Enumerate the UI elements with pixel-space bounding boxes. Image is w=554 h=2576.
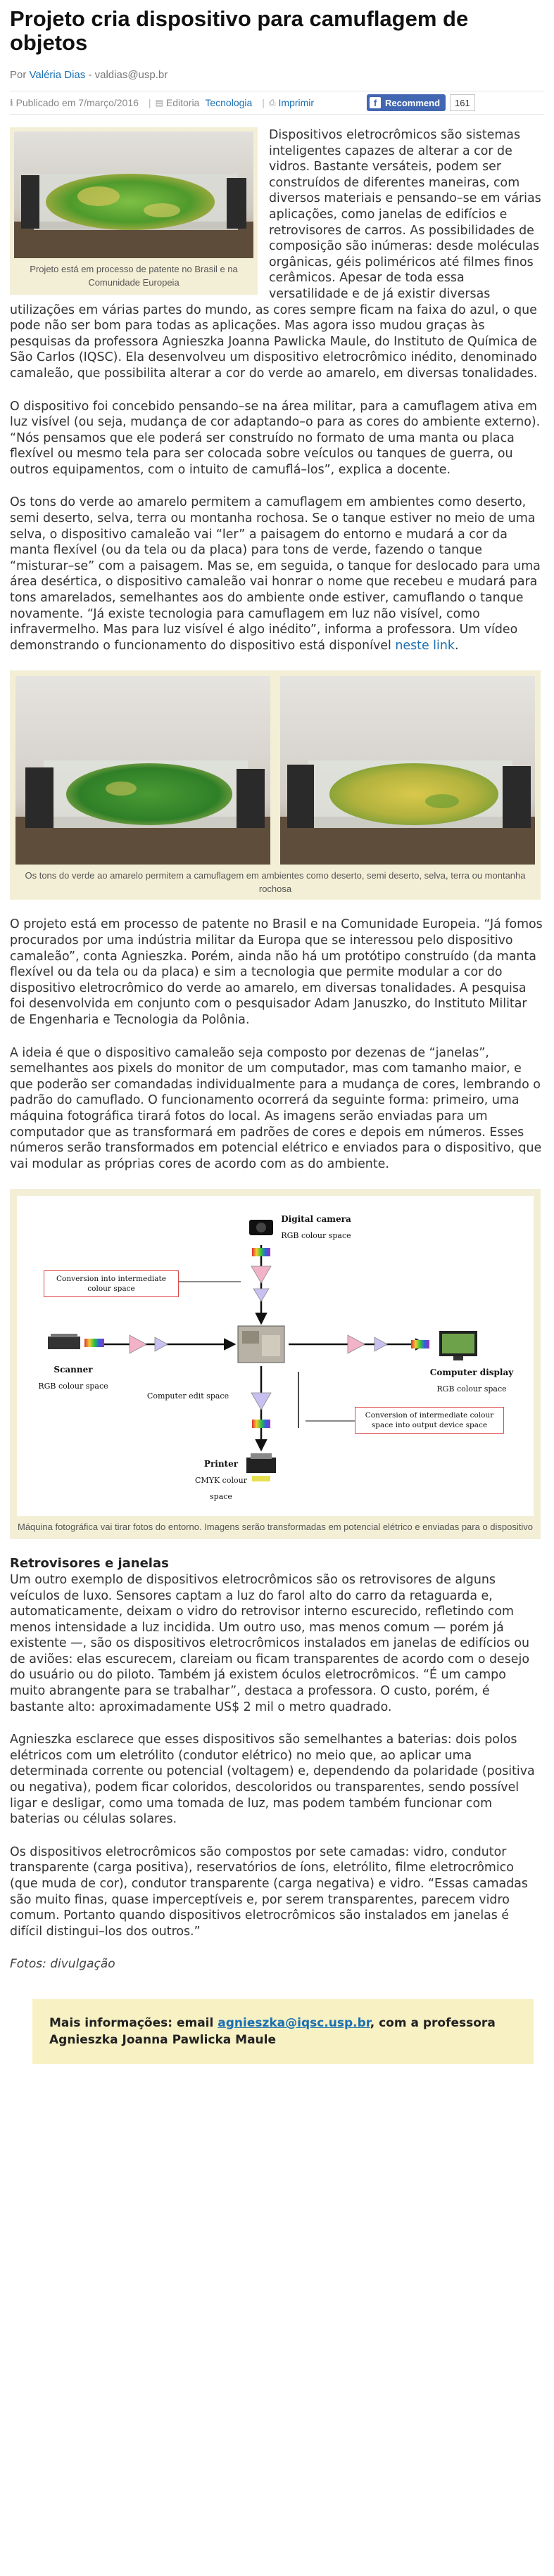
conversion-box-2: Conversion of intermediate colour space into output device space (355, 1407, 504, 1434)
folder-icon: ▤ (155, 98, 163, 108)
figure-color-comparison (10, 670, 541, 900)
more-info-suffix: , com a professora Agnieszka Joanna Pawlicka Maule (49, 2015, 496, 2047)
author-email: valdias@usp.br (94, 69, 168, 81)
print-button[interactable] (269, 97, 314, 108)
printer-cmyk-label: CMYK colour space (195, 1475, 247, 1501)
facebook-recommend-button[interactable] (367, 94, 446, 111)
scanner-title: Scanner (53, 1365, 93, 1375)
printer-title: Printer (203, 1459, 239, 1469)
author-separator: - (85, 69, 95, 81)
digital-camera-label (270, 1211, 362, 1244)
device-illustration (14, 132, 253, 258)
meta-divider: | (148, 97, 151, 108)
section-info (156, 97, 200, 108)
paragraph-patent: O projeto está em processo de patente no Brasil e na Comunidade Europeia. “Já fomos procurados por uma indústria militar da Europa que se interessou pelo dispositivo camaleão”, conta Agnieszka. Porém, ainda não há um protótipo construído (da manta flexível ou da tela ou da placa) e sim a tecnologia que permite modular a cor do dispositivo eletrocrômico do verde ao amarelo, em diversas tonalidades. A pesquisa foi desenvolvida em conjunto com o pesquisador Adam Januszko, do Instituto Militar de Engenharia e Tecnologia da Polônia. (10, 917, 543, 1027)
paragraph-camouflage (10, 495, 544, 653)
figure2-caption: Os tons do verde ao amarelo permitem a camuflagem em ambientes como deserto, semi deserto, selva, terra ou montanha rochosa (25, 870, 526, 895)
computer-display-title: Computer display (429, 1367, 514, 1378)
more-info-prefix: Mais informações: email (49, 2015, 218, 2030)
paragraph-military: O dispositivo foi concebido pensando–se na área militar, para a camuflagem ativa em luz visível (ou seja, mudança de cor adaptando–o para as cores do ambiente externo). “Nós pensamos que ele poderá ser construído no formato de uma manta ou placa flexível ou mesmo tela para ser colocada sobre veículos ou tanques de guerra, ou outros equipamentos, com o intuito de camuflá–los”, explica a docente. (10, 399, 541, 477)
yellow-device-illustration (280, 676, 535, 865)
paragraph-intro: Dispositivos eletrocrômicos são sistemas inteligentes capazes de alterar a cor de vidros. Bastante versáteis, podem ser construídos de diferentes maneiras, com diversos materiais e pensando–se em várias aplicações, como janelas de edifícios e retrovisores de carros. As possibilidades de composição são inúmeras: desde moléculas orgânicas, géis poliméricos até filmes finos cerâmicos. Apesar de toda essa versatilidade e de já existir diversas utilizações em várias partes do mundo, as cores sempre ficam na faixa do azul, o que pode não ser bom para todas as aplicações. Mas agora isso mudou graças às pesquisas da professora Agnieszka Joanna Pawlicka Maule, do Instituto de Química de São Carlos (IQSC). Ela desenvolveu um dispositivo eletrocrômico inédito, denominado camaleão, que possibilita alterar a cor do verde ao amarelo, em diversas tonalidades. (10, 128, 541, 381)
paragraph-camouflage-text: Os tons do verde ao amarelo permitem a camuflagem em ambientes como deserto, semi deserto, selva, terra ou montanha rochosa. Se o tanque estiver no meio de uma selva, o dispositivo camaleão vai “ler” a paisagem do entorno e mudará a cor da manta flexível (ou da tela ou da placa) para tons de verde, fazendo o tanque “misturar–se” com a paisagem. Mas se, em seguida, o tanque for deslocado para uma área desértica, o dispositivo camaleão vai honrar o nome que recebeu e mudará para tons amarelados, semelhantes aos do ambiente onde estiver, camuflando o tanque novamente. “Já existe tecnologia para camuflagem em luz não visível, como infravermelho. Mas para luz visível é algo inédito”, informa a professora. Um vídeo demonstrando o funcionamento do dispositivo está disponível (10, 495, 541, 653)
info-icon: ℹ (10, 98, 13, 108)
author-line (10, 69, 544, 81)
scanner-rgb-label: RGB colour space (38, 1381, 108, 1391)
paragraph-batteries: Agnieszka esclarece que esses dispositivos são semelhantes a baterias: dois polos elétricos com um eletrólito (condutor elétrico) no meio que, ao aplicar uma determinada corrente ou potencial (voltagem) e, dependendo da polaridade (positiva ou negativa), podem ficar coloridos, descoloridos ou transparentes, sendo possível ligar e desligar, como uma tomada de luz, mas podem também funcionar com baterias ou células solares. (10, 1733, 535, 1827)
scanner-label (38, 1362, 108, 1394)
published-date (10, 97, 139, 108)
device-photo (14, 132, 253, 258)
printer-icon: ⎙ (268, 97, 276, 108)
article-meta-bar (10, 91, 544, 115)
section-label: Editoria (165, 97, 200, 108)
digital-camera-title: Digital camera (281, 1214, 351, 1225)
comparison-photos (15, 676, 535, 865)
paragraph-layers: Os dispositivos eletrocrômicos são compostos por sete camadas: vidro, condutor transparente (carga positiva), reservatórios de íons, eletrólito, filme eletrocrômico (que muda de cor), condutor transparente (carga negativa) e vidro. “Essas camadas são muito finas, quase imperceptíveis e, por serem transparentes, parecem vidro comum. Portanto quando dispositivos eletrocrômicos são instalados em janelas é difícil distingui–los dos outros.” (10, 1844, 528, 1939)
paragraph-idea: A ideia é que o dispositivo camaleão seja composto por dezenas de “janelas”, semelhantes aos pixels do monitor de um computador, mas com tamanho maior, e que poderão ser comandadas individualmente para a mudança de cores, lembrando o padrão do camuflado. O funcionamento ocorrerá da seguinte forma: primeiro, uma máquina fotográfica tirará fotos do local. As imagens serão enviadas para um computador que as transformará em padrões de cores e depois em números. Esses números serão transformados em potencial elétrico e enviados para o dispositivo, que vai modular as próprias cores de acordo com as do ambiente. (10, 1045, 542, 1171)
meta-divider: | (262, 97, 265, 108)
printer-label (193, 1456, 249, 1505)
subheading-retrovisores: Retrovisores e janelas (10, 1556, 169, 1571)
paragraph-camouflage-end: . (454, 638, 459, 653)
camera-rgb-label: RGB colour space (281, 1230, 351, 1240)
diagram-graphics (17, 1196, 534, 1516)
device-photo-green (15, 676, 270, 865)
facebook-icon: f (370, 97, 381, 108)
computer-edit-label: Computer edit space (146, 1391, 229, 1401)
computer-display-label (429, 1365, 514, 1397)
facebook-recommend (367, 94, 475, 111)
green-device-illustration (15, 676, 270, 865)
section-link[interactable]: Tecnologia (205, 97, 253, 108)
print-label: Imprimir (278, 97, 315, 108)
author-prefix: Por (10, 69, 27, 81)
author-name-link[interactable]: Valéria Dias (29, 69, 86, 81)
facebook-recommend-label: Recommend (385, 97, 441, 108)
published-label: Publicado em 7/março/2016 (15, 97, 139, 108)
figure-color-diagram (10, 1189, 541, 1539)
article-title: Projeto cria dispositivo para camuflagem de objetos (10, 6, 469, 55)
contact-email-link[interactable]: agnieszka@iqsc.usp.br (218, 2015, 370, 2030)
device-photo-yellow (280, 676, 535, 865)
display-rgb-label: RGB colour space (436, 1384, 507, 1394)
paragraph-retrovisores: Um outro exemplo de dispositivos eletrocrômicos são os retrovisores de alguns veículos de luxo. Sensores captam a luz do farol alto do carro da retaguarda e, automaticamente, deixam o vidro do retrovisor interno escurecido, refletindo com menos intensidade a luz incidida. Um outro uso, mas menos comum — porém já existente —, são os dispositivos eletrocrômicos instalados em janelas de edifícios ou de aviões: elas escurecem, clareiam ou ficam transparentes de acordo com o desejo do usuário ou do piloto. Também já existem óculos eletrocrômicos. “É um campo muito abrangente para se trabalhar”, destaca a professora. O custo, porém, é bastante alto: aproximadamente US$ 2 mil o metro quadrado. (10, 1572, 530, 1714)
figure-device-photo (10, 127, 258, 295)
conversion-box-1: Conversion into intermediate colour space (44, 1270, 179, 1297)
article-body (10, 127, 544, 2064)
video-link[interactable]: neste link (395, 638, 455, 653)
more-info-box (32, 1999, 534, 2064)
color-space-diagram (17, 1196, 534, 1516)
photo-credits: Fotos: divulgação (10, 1957, 115, 1972)
facebook-count: 161 (450, 94, 475, 111)
figure3-caption: Máquina fotográfica vai tirar fotos do entorno. Imagens serão transformadas em potencial elétrico e enviadas para o dispositivo (17, 1522, 533, 1533)
figure1-caption: Projeto está em processo de patente no Brasil e na Comunidade Europeia (30, 264, 238, 288)
